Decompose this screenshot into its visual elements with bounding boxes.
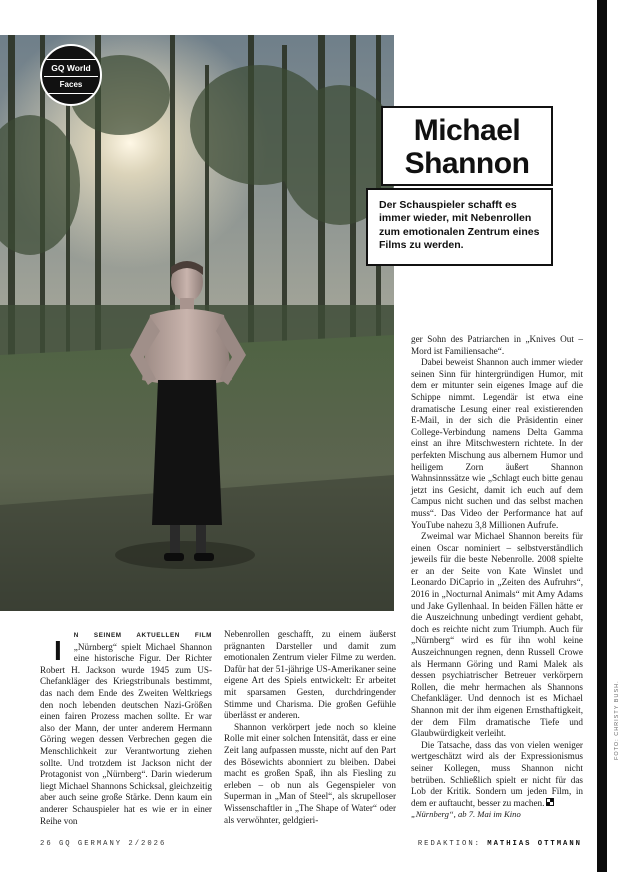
edge-bar xyxy=(597,0,607,872)
title-line2: Shannon xyxy=(404,147,530,180)
text-column-1 xyxy=(40,629,212,827)
paragraph: Nebenrollen geschafft, zu einem äußerst prägnanten Darsteller und damit zum emotionalen Zentrum vieler Filme zu werden. Dafür hat der 51-jährige US-Amerikaner seine eigene Art des Spiels entwickelt: Er arbeitet mit sparsamen Gesten, durchdringender Stimme und Charisma. Die großen Gefühle überlässt er anderen. xyxy=(224,629,396,721)
paragraph xyxy=(411,740,583,810)
paragraph-text: Die Tatsache, dass das von vielen weniger wertgeschätzt wird als der Expressionismus seiner Kollegen, muss Shannon nicht betrüben. Schließlich spielt er nicht für das Lob der Kritik. Sondern um jeden Film, in dem er auftaucht, besser zu machen. xyxy=(411,739,583,808)
title-box xyxy=(381,106,553,186)
paragraph: ger Sohn des Patriarchen in „Knives Out – Mord ist Familiensache“. xyxy=(411,334,583,356)
globe-line xyxy=(44,59,98,60)
globe-line xyxy=(44,76,98,77)
forest-portrait-illustration xyxy=(0,35,394,611)
article-subtitle: Der Schauspieler schafft es immer wieder, mit Nebenrollen zum emotionalen Zentrum eines Films zu werden. xyxy=(379,199,540,252)
paragraph: Zweimal war Michael Shannon bereits für einen Oscar nominiert – selbstverständlich jeweils für die beste Nebenrolle. 2008 spielte er an der Seite von Kate Winslet und Leonardo DiCaprio in „Zeiten des Aufruhrs“, 2016 in „Nocturnal Animals“ mit Amy Adams und Jake Gyllenhaal. In beiden Fällen hätte er die Auszeichnung unbedingt verdient gehabt, doch es reichte nicht zum Triumph. Auch für „Nürnberg“ wird es für ihn wohl keine Auszeichnungen regnen, denn Russell Crowe als Hermann Göring und Rami Malek als dessen psychiatrischer Betreuer verkörpern Rollen, die mehr hermachen als Shannons Chefankläger. Und dennoch ist es Michael Shannon mit der ihm eigenen Ernsthaftigkeit, der dem Film dramatische Tiefe und Glaubwürdigkeit verleiht. xyxy=(411,531,583,739)
article-title xyxy=(383,114,551,180)
globe-line xyxy=(44,93,98,94)
gq-world-faces-badge xyxy=(40,44,102,106)
badge-line2: Faces xyxy=(59,80,83,89)
photo-credit: FOTO: CHRISTY BUSH. xyxy=(614,680,620,760)
badge-line1: GQ World xyxy=(51,63,91,73)
text-column-3 xyxy=(411,334,583,809)
hero-photo xyxy=(0,35,394,611)
lead-in: N SEINEM AKTUELLEN FILM xyxy=(73,632,212,639)
drop-cap: I xyxy=(54,635,62,666)
text-column-2 xyxy=(224,629,396,826)
footer-folio: 26 GQ GERMANY 2/2026 xyxy=(40,840,167,848)
footer-editor xyxy=(418,840,582,848)
editor-name: MATHIAS OTTMANN xyxy=(487,840,582,848)
paragraph: Shannon verkörpert jede noch so kleine Rolle mit einer solchen Intensität, dass er eine Zeit lang aufpassen musste, nicht auf den Part des Bösewichts abonniert zu bleiben. Dabei macht es großen Spaß, ihn als Fiesling zu erleben – ob nun als Gegenspieler von Superman in „Man of Steel“, als skrupelloser Wissenschaftler in „The Shape of Water“ oder als verwöhnter, geldgieri- xyxy=(224,721,396,825)
title-line1: Michael xyxy=(413,114,521,147)
subtitle-box xyxy=(366,188,553,266)
editor-label: REDAKTION: xyxy=(417,840,481,848)
film-caption: „Nürnberg“, ab 7. Mai im Kino xyxy=(411,809,521,819)
paragraph xyxy=(40,629,212,827)
paragraph-text: „Nürnberg“ spielt Michael Shannon eine historische Figur. Der Richter Robert H. Jackson wurde 1945 zum US-Chefankläger des Kriegstribunals bestimmt, das nach dem Ende des Zweiten Weltkriegs den noch lebenden deutschen Nazi-Größen einen fairen Prozess machen sollte. Er war also der Mann, der unter anderem Hermann Göring wegen dessen Verbrechen gegen die Menschlichkeit zur Verantwortung ziehen sollte. Und trotzdem ist Jackson nicht der Protagonist von „Nürnberg“. Darin wiederum liegt Michael Shannons Schicksal, gleichzeitig aber auch seine große Stärke. Denn kaum ein anderer Schauspieler hat es wie er in einer Reihe von xyxy=(40,641,212,826)
paragraph: Dabei beweist Shannon auch immer wieder seinen Sinn für hintergründigen Humor, mit dem er mitunter sein eigenes Image auf die Schippe nimmt. Legendär ist etwa eine dramatische Lesung einer real existierenden E-Mail, in der sich die Präsidentin einer College-Verbindung namens Delta Gamma einst an ihre Mitschwestern richtete. In der perfekten Mischung aus albernem Humor und heiligem Zorn äußert Shannon Wahnsinnssätze wie „Schlagt euch bitte genau jetzt ins Gesicht, damit ich euch auf dem Campus nicht suchen und das selbst machen muss“. Das Video der Performance hat auf YouTube nahezu 3,8 Millionen Aufrufe. xyxy=(411,357,583,530)
checker-square-icon xyxy=(546,798,554,806)
